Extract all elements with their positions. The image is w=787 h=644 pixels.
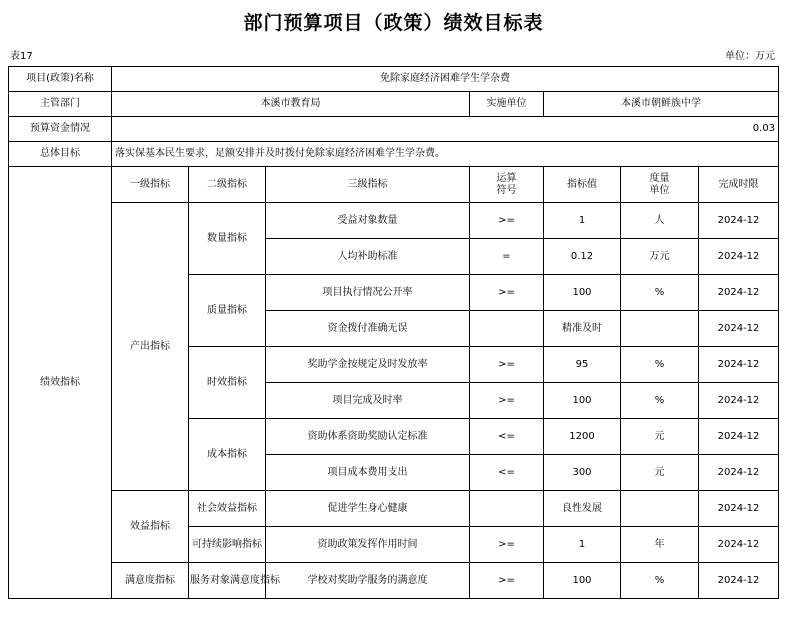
row-time: 2024-12 (699, 383, 779, 419)
row-time: 2024-12 (699, 491, 779, 527)
header-l1: 一级指标 (112, 167, 189, 203)
row-value: 100 (544, 563, 621, 599)
row-name: 促进学生身心健康 (266, 491, 470, 527)
row-time: 2024-12 (699, 275, 779, 311)
header-l2: 二级指标 (189, 167, 266, 203)
row-name: 项目成本费用支出 (266, 455, 470, 491)
row-name: 项目执行情况公开率 (266, 275, 470, 311)
row-op: >= (470, 527, 544, 563)
row-op: <= (470, 419, 544, 455)
dept-value: 本溪市教育局 (112, 92, 470, 117)
header-unit-text: 度量 单位 (649, 172, 670, 196)
header-val: 指标值 (544, 167, 621, 203)
table-row (9, 203, 779, 239)
row-op: <= (470, 455, 544, 491)
dept-label: 主管部门 (9, 92, 112, 117)
row-name: 人均补助标准 (266, 239, 470, 275)
row-op: >= (470, 563, 544, 599)
row-value: 1 (544, 527, 621, 563)
row-value: 良性发展 (544, 491, 621, 527)
row-time: 2024-12 (699, 419, 779, 455)
impl-label: 实施单位 (470, 92, 544, 117)
row-unit: % (621, 563, 699, 599)
row-value: 95 (544, 347, 621, 383)
header-time: 完成时限 (699, 167, 779, 203)
goal-value: 落实保基本民生要求，足额安排并及时拨付免除家庭经济困难学生学杂费。 (112, 142, 779, 167)
performance-table (8, 66, 779, 599)
row-name: 资金拨付准确无误 (266, 311, 470, 347)
row-name: 学校对奖助学服务的满意度 (266, 563, 470, 599)
group-satisfaction: 满意度指标 (112, 563, 189, 599)
row-time: 2024-12 (699, 563, 779, 599)
header-row (9, 167, 779, 203)
row-time: 2024-12 (699, 527, 779, 563)
group-benefit: 效益指标 (112, 491, 189, 563)
row-unit (621, 491, 699, 527)
row-time: 2024-12 (699, 347, 779, 383)
row-name: 奖助学金按规定及时发放率 (266, 347, 470, 383)
group-service (189, 563, 280, 599)
row-name: 项目完成及时率 (266, 383, 470, 419)
goal-row (9, 142, 779, 167)
project-name-row (9, 67, 779, 92)
row-unit: 人 (621, 203, 699, 239)
project-name-value: 免除家庭经济困难学生学杂费 (112, 67, 779, 92)
row-value: 精准及时 (544, 311, 621, 347)
row-time: 2024-12 (699, 311, 779, 347)
project-name-label: 项目(政策)名称 (9, 67, 112, 92)
group-service-text: 服务对象满意度指标 (190, 574, 280, 586)
group-cost: 成本指标 (189, 419, 266, 491)
header-unit (621, 167, 699, 203)
row-value: 1 (544, 203, 621, 239)
group-qty: 数量指标 (189, 203, 266, 275)
row-unit: 元 (621, 455, 699, 491)
row-value: 300 (544, 455, 621, 491)
header-op-text: 运算 符号 (496, 172, 517, 196)
table-row (9, 563, 779, 599)
row-time: 2024-12 (699, 239, 779, 275)
row-name: 受益对象数量 (266, 203, 470, 239)
row-op: >= (470, 203, 544, 239)
row-unit: % (621, 347, 699, 383)
row-unit: 年 (621, 527, 699, 563)
row-name: 资助体系资助奖励认定标准 (266, 419, 470, 455)
group-qual: 质量指标 (189, 275, 266, 347)
row-time: 2024-12 (699, 203, 779, 239)
row-value: 100 (544, 383, 621, 419)
header-l3: 三级指标 (266, 167, 470, 203)
table-row (9, 491, 779, 527)
row-op: >= (470, 347, 544, 383)
row-value: 0.12 (544, 239, 621, 275)
group-sustain: 可持续影响指标 (189, 527, 266, 563)
header-op (470, 167, 544, 203)
unit-label: 单位：万元 (725, 51, 775, 62)
row-value: 100 (544, 275, 621, 311)
row-op: = (470, 239, 544, 275)
row-unit: 元 (621, 419, 699, 455)
row-op (470, 311, 544, 347)
perf-label: 绩效指标 (9, 167, 112, 599)
row-op (470, 491, 544, 527)
group-output: 产出指标 (112, 203, 189, 491)
row-unit: 万元 (621, 239, 699, 275)
budget-value: 0.03 (112, 117, 779, 142)
row-op: >= (470, 275, 544, 311)
impl-value: 本溪市朝鲜族中学 (544, 92, 779, 117)
table-number: 表17 (10, 51, 33, 62)
row-unit: % (621, 383, 699, 419)
row-time: 2024-12 (699, 455, 779, 491)
group-social: 社会效益指标 (189, 491, 266, 527)
row-value: 1200 (544, 419, 621, 455)
budget-row (9, 117, 779, 142)
row-name: 资助政策发挥作用时间 (266, 527, 470, 563)
page-title: 部门预算项目（政策）绩效目标表 (243, 12, 544, 34)
department-row (9, 92, 779, 117)
group-timely: 时效指标 (189, 347, 266, 419)
row-op: >= (470, 383, 544, 419)
row-unit: % (621, 275, 699, 311)
budget-label: 预算资金情况 (9, 117, 112, 142)
row-unit (621, 311, 699, 347)
goal-label: 总体目标 (9, 142, 112, 167)
